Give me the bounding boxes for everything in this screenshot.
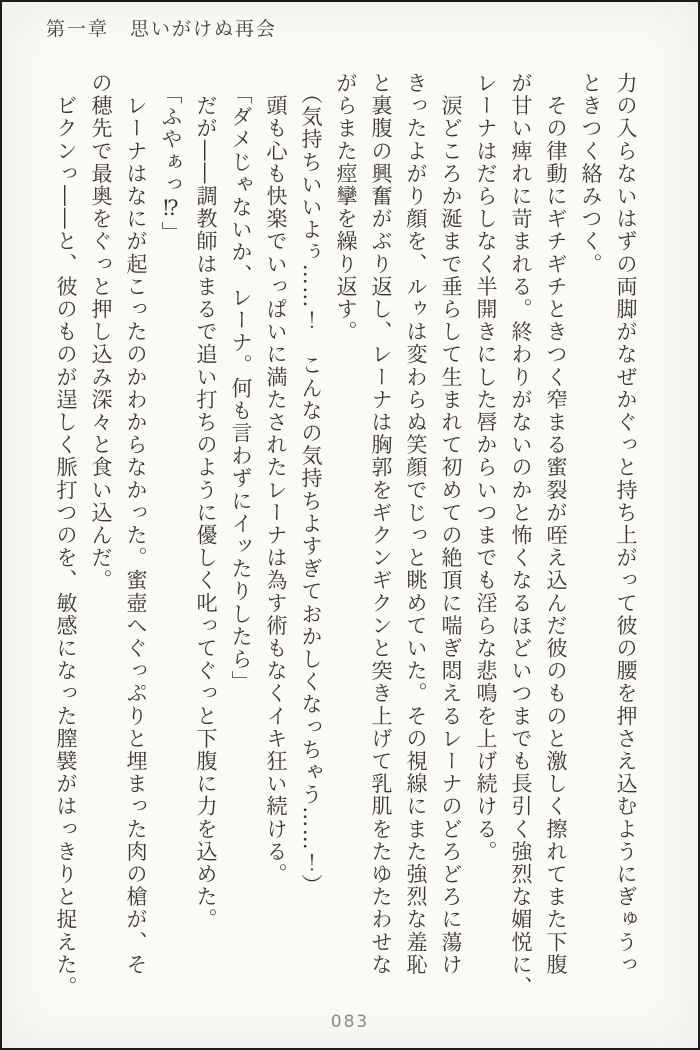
text-line: ビクンっ――と、彼のものが逞しく脈打つのを、敏感になった膣襞がはっきりと捉えた。 xyxy=(54,72,78,999)
text-line: 力の入らないはずの両脚がなぜかぐっと持ち上がって彼の腰を押さえ込むようにぎゅうっ xyxy=(614,72,638,976)
text-line: ときつく絡みつく。 xyxy=(579,72,603,276)
text-line: だが――調教師はまるで追い打ちのように優しく叱ってぐっと下腹に力を込めた。 xyxy=(194,72,218,931)
text-line: がらまた痙攣を繰り返す。 xyxy=(334,72,358,344)
text-line: と裏腹の興奮がぶり返し、レーナは胸郭をギクンギクンと突き上げて乳肌をたゆたわせな xyxy=(369,72,393,976)
body-text xyxy=(48,72,643,999)
chapter-header: 第一章 思いがけぬ再会 xyxy=(46,18,278,40)
text-line: の穂先で最奥をぐっと押し込み深々と食い込んだ。 xyxy=(89,72,113,592)
text-line: 頭も心も快楽でいっぱいに満たされたレーナは為す術もなくイキ狂い続ける。 xyxy=(264,72,288,886)
text-line: レーナはなにが起こったのかわからなかった。蜜壺へぐっぷりと埋まった肉の槍が、そ xyxy=(124,72,148,976)
text-line: その律動にギチギチときつく窄まる蜜裂が咥え込んだ彼のものと激しく擦れてまた下腹 xyxy=(544,72,568,976)
text-line: 「ダメじゃないか、レーナ。何も言わずにイッたりしたら」 xyxy=(229,82,253,693)
text-line: 涙どころか涎まで垂らして生まれて初めての絶頂に喘ぎ悶えるレーナのどろどろに蕩け xyxy=(439,72,463,976)
text-line: レーナはだらしなく半開きにした唇からいつまでも淫らな悲鳴を上げ続ける。 xyxy=(474,72,498,863)
text-line: 「ふやぁっ⁉」 xyxy=(159,82,183,244)
text-line: が甘い痺れに苛まれる。終わりがないのかと怖くなるほどいつまでも長引く強烈な媚悦に、 xyxy=(509,72,533,999)
page-number: 083 xyxy=(330,1012,370,1032)
text-line: （気持ちいいよぅ……！ こんなの気持ちよすぎておかしくなっちゃう……！） xyxy=(299,82,323,897)
text-line: きったよがり顔を、ルゥは変わらぬ笑顔でじっと眺めていた。その視線にまた強烈な羞恥 xyxy=(404,72,428,976)
